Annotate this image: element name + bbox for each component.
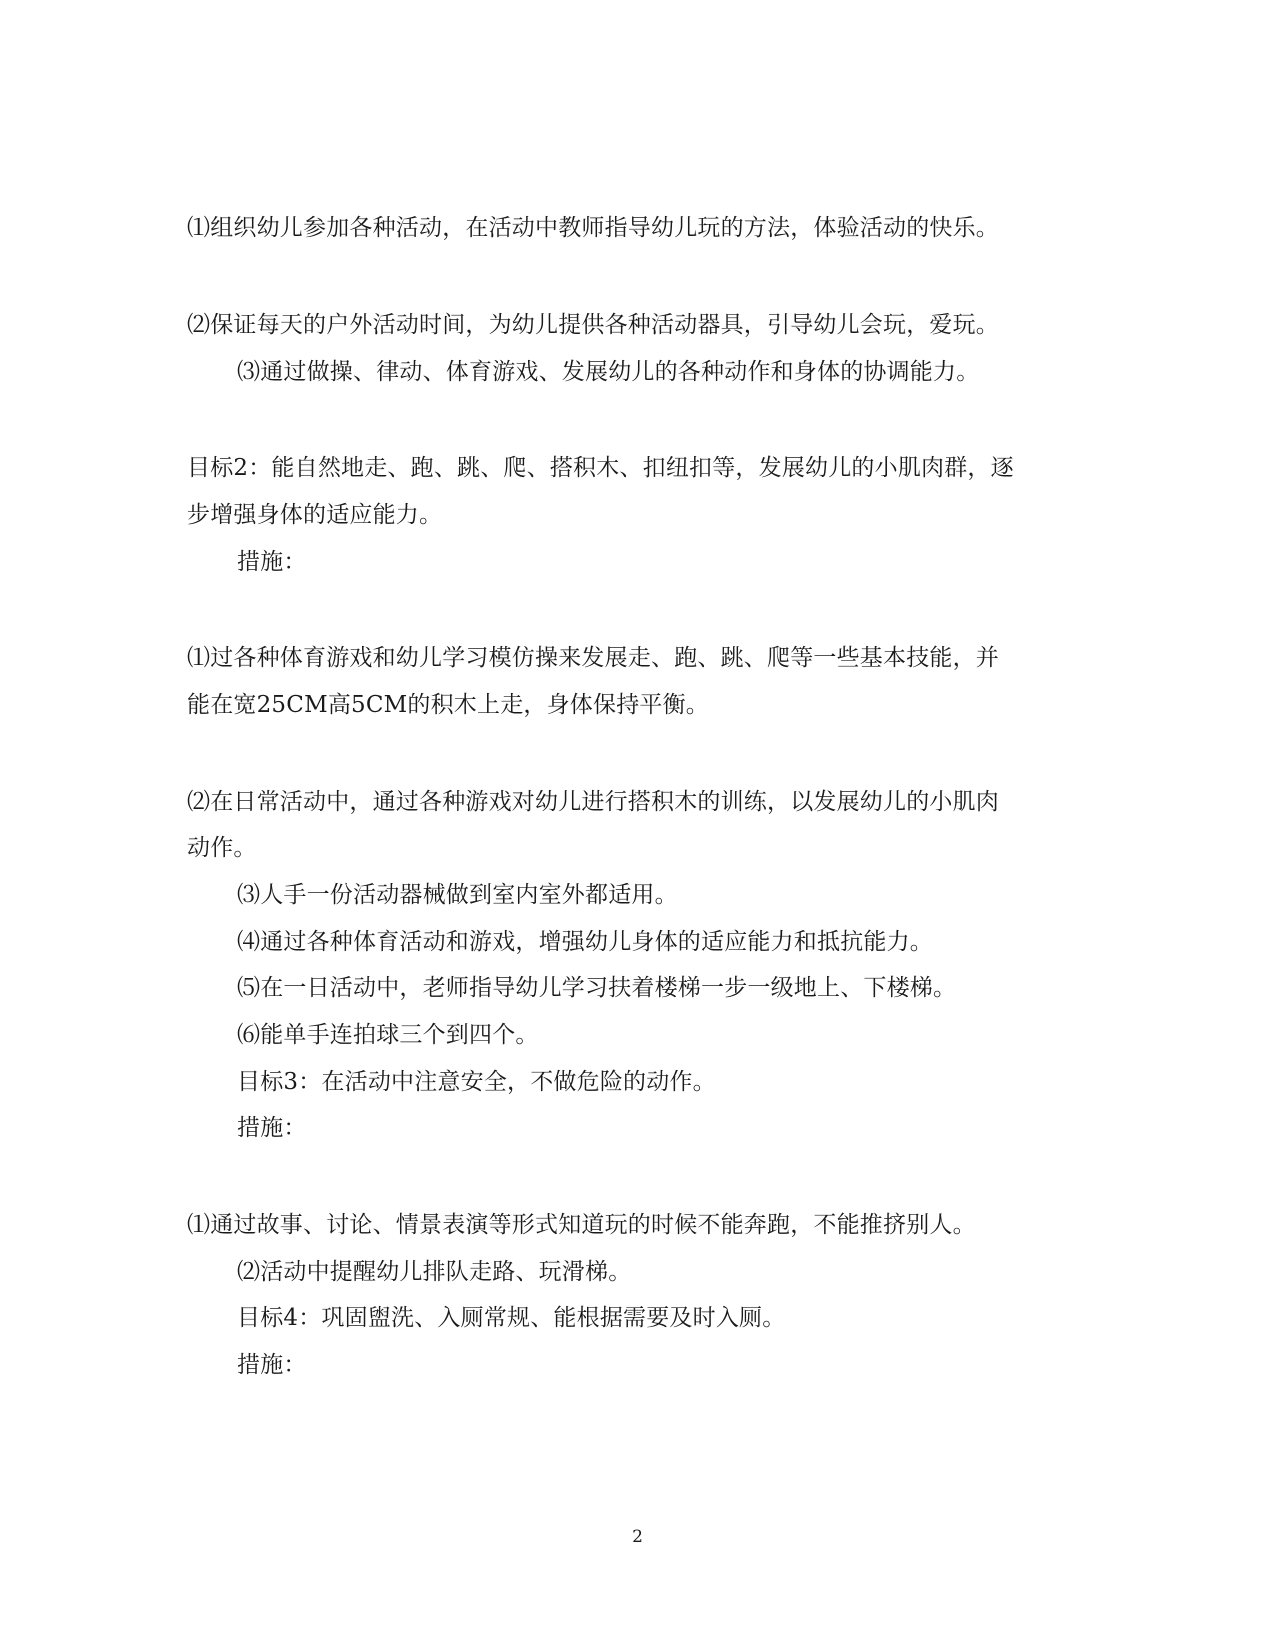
measure-line: ⑵活动中提醒幼儿排队走路、玩滑梯。 xyxy=(237,1259,632,1285)
measure-line: ⑸在一日活动中，老师指导幼儿学习扶着楼梯一步一级地上、下楼梯。 xyxy=(237,975,957,1001)
measures-heading: 措施： xyxy=(237,549,307,575)
measure-line: ⑵在日常活动中，通过各种游戏对幼儿进行搭积木的训练，以发展幼儿的小肌肉 xyxy=(187,789,999,815)
goal-line-continued: 步增强身体的适应能力。 xyxy=(187,502,443,528)
measure-line: ⑶通过做操、律动、体育游戏、发展幼儿的各种动作和身体的协调能力。 xyxy=(237,359,980,385)
measures-heading: 措施： xyxy=(237,1115,307,1141)
page-number: 2 xyxy=(632,1527,643,1547)
measures-heading: 措施： xyxy=(237,1352,307,1378)
goal-line: 目标3：在活动中注意安全，不做危险的动作。 xyxy=(237,1069,716,1095)
measure-line: ⑴过各种体育游戏和幼儿学习模仿操来发展走、跑、跳、爬等一些基本技能，并 xyxy=(187,645,999,671)
measure-line-continued: 能在宽25CM高5CM的积木上走，身体保持平衡。 xyxy=(187,692,709,718)
goal-line: 目标4：巩固盥洗、入厕常规、能根据需要及时入厕。 xyxy=(237,1305,786,1331)
measure-line: ⑵保证每天的户外活动时间，为幼儿提供各种活动器具，引导幼儿会玩，爱玩。 xyxy=(187,312,999,338)
measure-line: ⑶人手一份活动器械做到室内室外都适用。 xyxy=(237,882,678,908)
measure-line: ⑴组织幼儿参加各种活动，在活动中教师指导幼儿玩的方法，体验活动的快乐。 xyxy=(187,215,999,241)
measure-line-continued: 动作。 xyxy=(187,835,257,861)
measure-line: ⑹能单手连拍球三个到四个。 xyxy=(237,1022,539,1048)
goal-line: 目标2：能自然地走、跑、跳、爬、搭积木、扣纽扣等，发展幼儿的小肌肉群，逐 xyxy=(187,455,1014,481)
measure-line: ⑷通过各种体育活动和游戏，增强幼儿身体的适应能力和抵抗能力。 xyxy=(237,929,933,955)
measure-line: ⑴通过故事、讨论、情景表演等形式知道玩的时候不能奔跑，不能推挤别人。 xyxy=(187,1212,976,1238)
